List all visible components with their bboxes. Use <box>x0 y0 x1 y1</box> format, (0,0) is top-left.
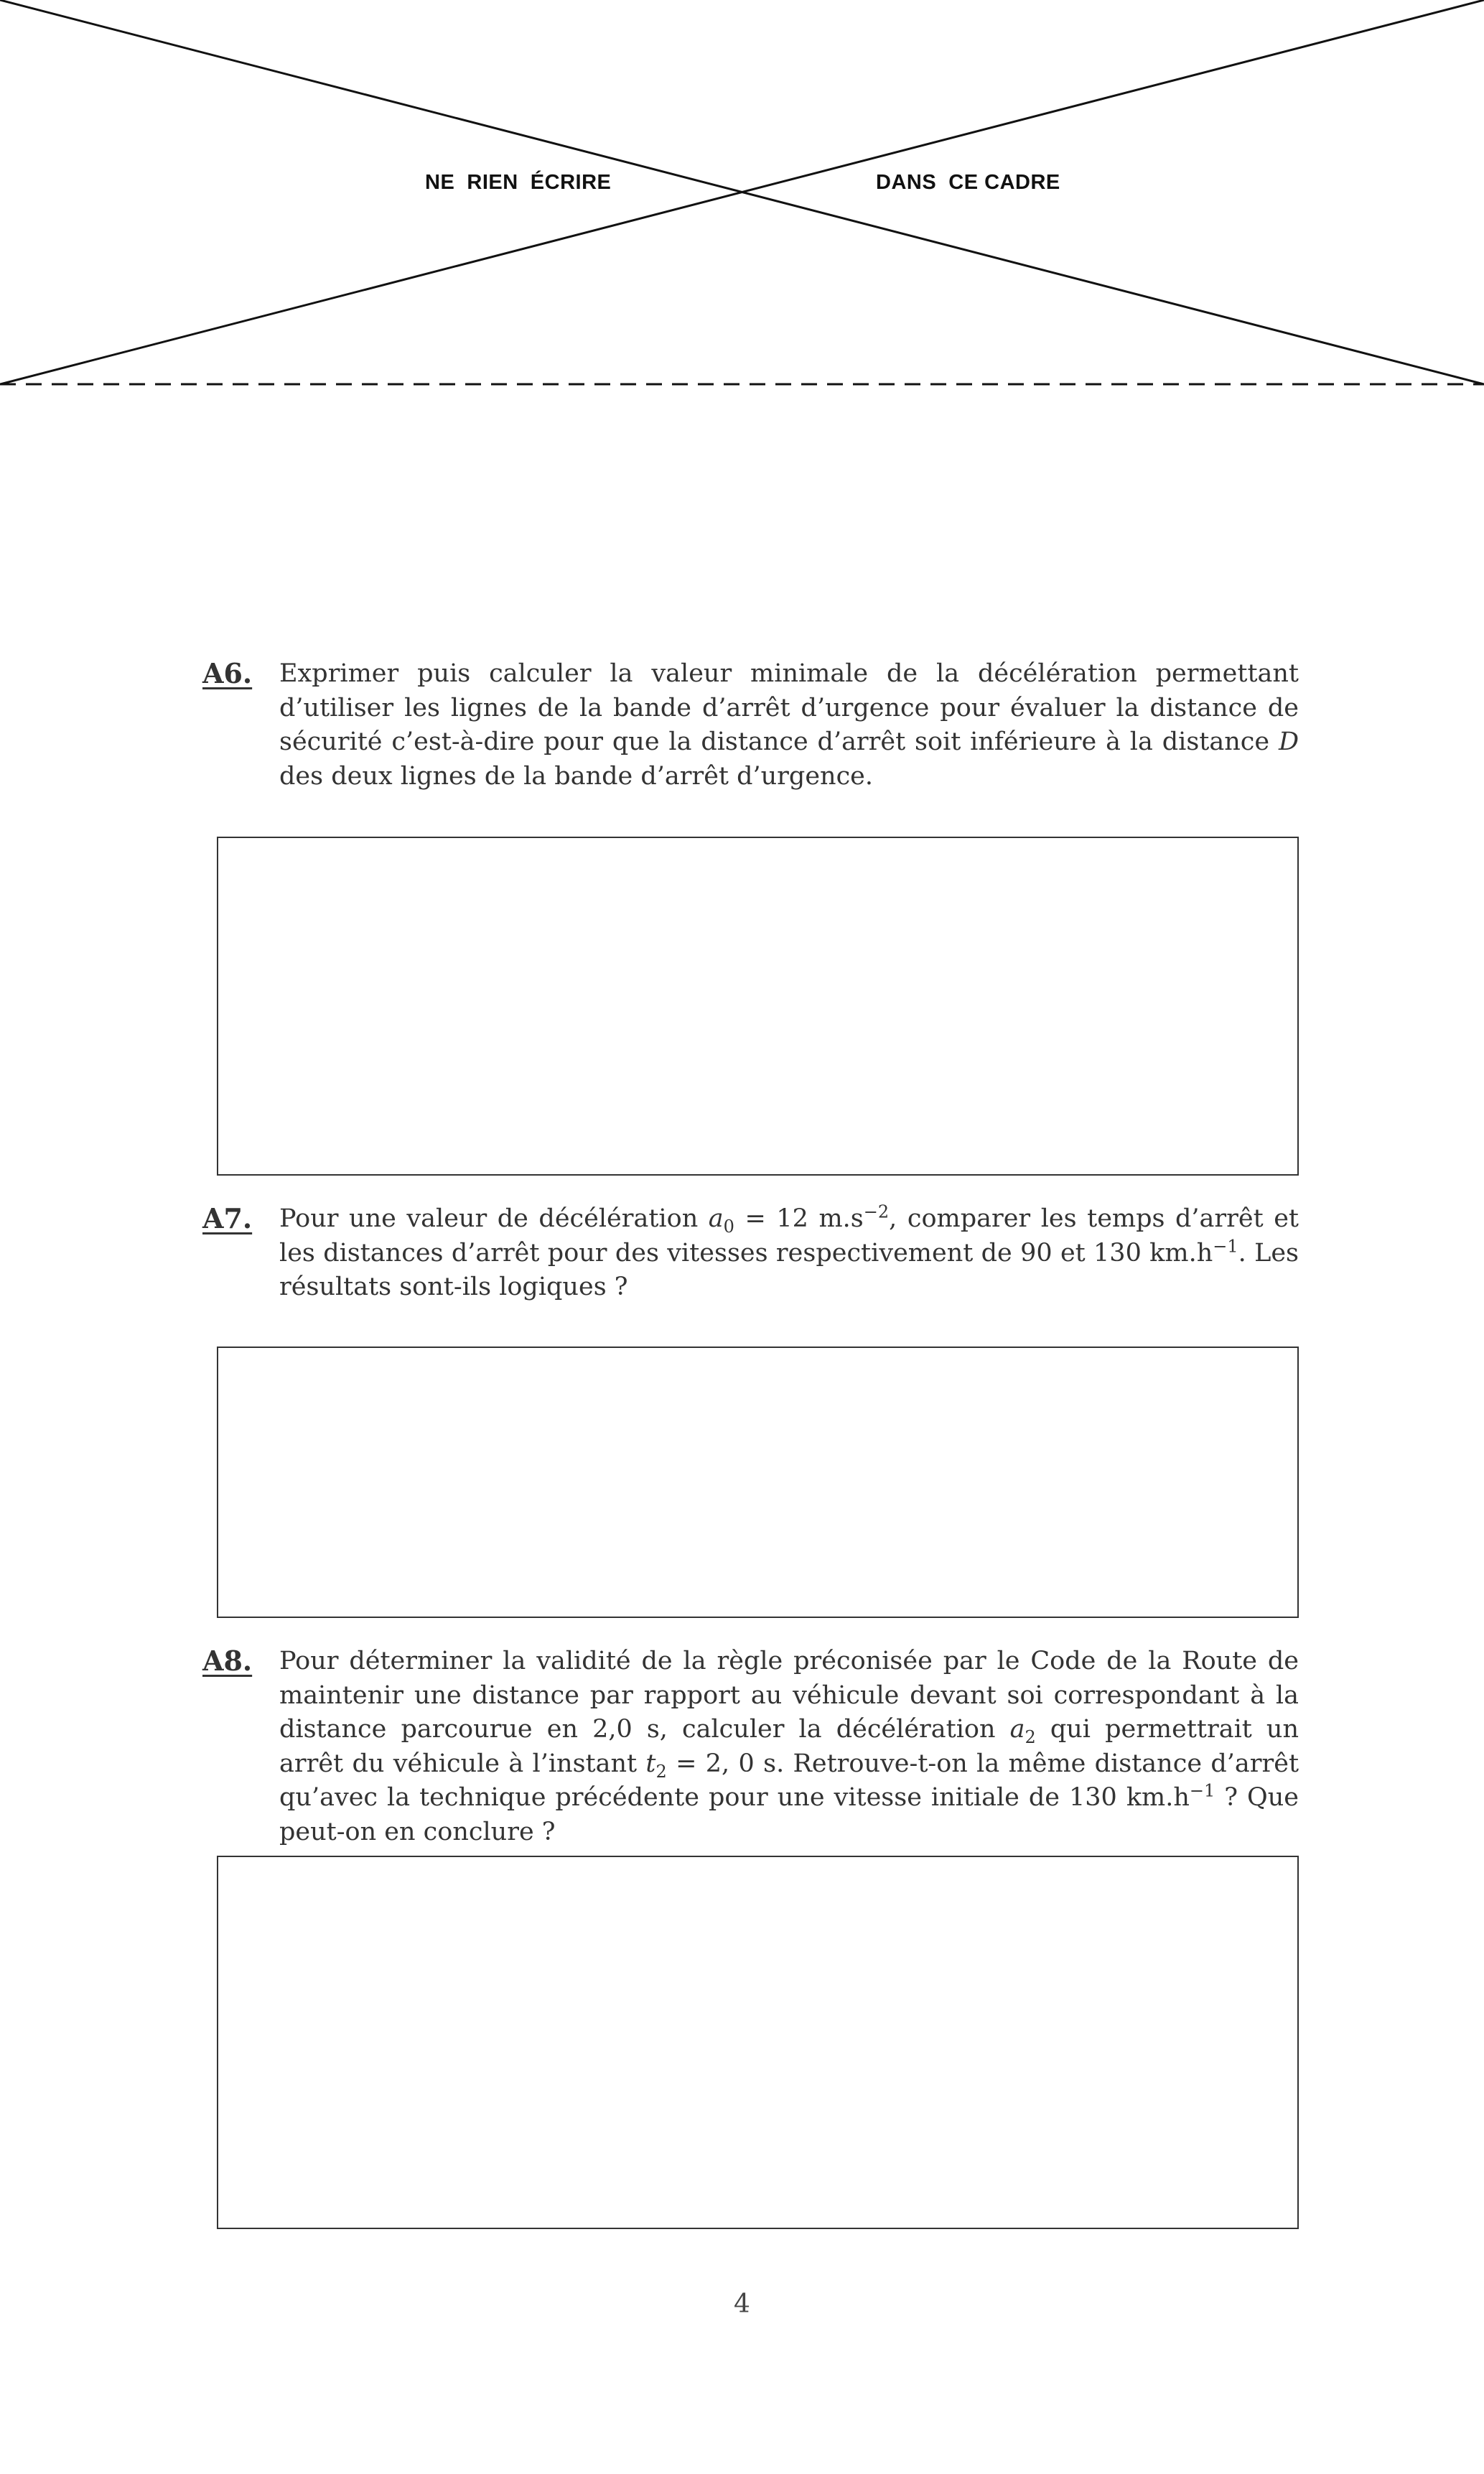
question-text: Pour déterminer la validité de la règle préconisée par le Code de la Route de maintenir une distance par rapport au véhicule devant soi correspondant à la distance parcourue en 2,0 s, calculer la décélération $a_2$ qui permettrait un arrêt du véhicule à l’instant $t_2 = 2$, 0 s. Retrouve-t-on la même distance d’arrêt qu’avec la technique précédente pour une vitesse initiale de 130 $km.h^{-1}$ ? Que peut-on en conclure ? <box>279 1647 1299 1846</box>
do-not-write-frame <box>0 0 1484 388</box>
answer-box-a7[interactable] <box>217 1347 1299 1618</box>
answer-box-a8[interactable] <box>217 1856 1299 2229</box>
header-label-left: NE RIEN ÉCRIRE <box>419 171 617 195</box>
question-number: A8. <box>202 1645 253 1677</box>
question-text: Exprimer puis calculer la valeur minimale de la décélération permettant d’utiliser les lignes de la bande d’arrêt d’urgence pour évaluer la distance de sécurité c’est-à-dire pour que la distance d’arrêt soit inférieure à la distance D des deux lignes de la bande d’arrêt d’urgence. <box>279 659 1299 791</box>
question-text: Pour une valeur de décélération $a_0 = 12$ $m.s^{-2}$, comparer les temps d’arrêt et les distances d’arrêt pour des vitesses respectivement de 90 et 130 $km.h^{-1}$. Les résultats sont-ils logiques ? <box>279 1201 1299 1301</box>
page-number: 4 <box>734 2289 750 2319</box>
answer-box-a6[interactable] <box>217 837 1299 1176</box>
question-number: A6. <box>202 657 253 689</box>
question-number: A7. <box>202 1202 253 1234</box>
header-label-right: DANS CE CADRE <box>870 171 1066 195</box>
